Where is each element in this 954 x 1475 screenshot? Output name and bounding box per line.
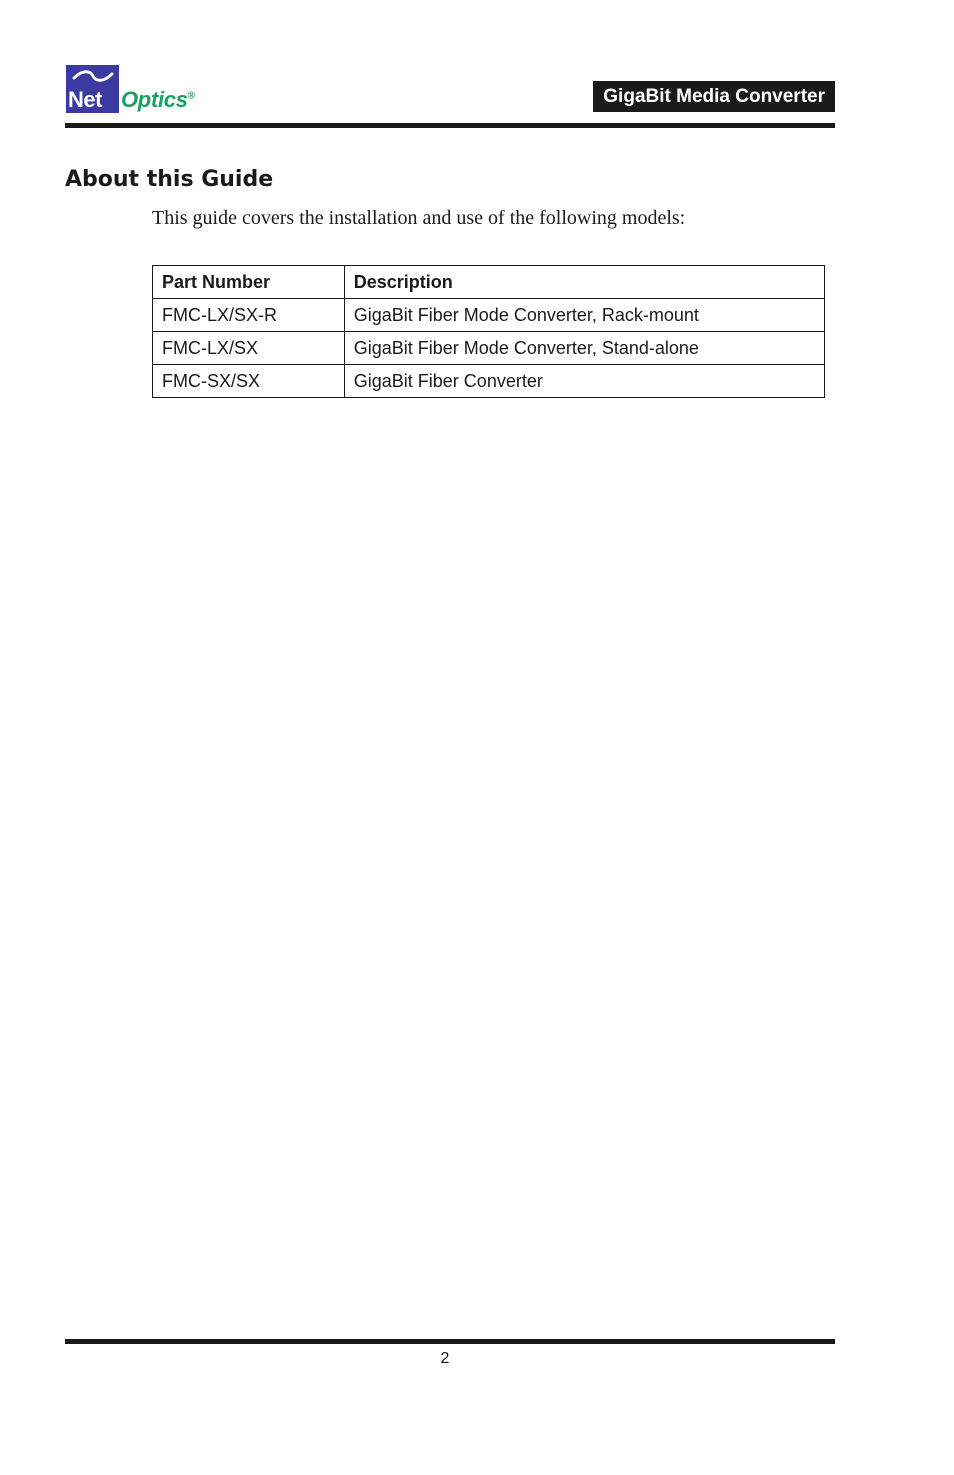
logo-optics-word: Optics — [121, 87, 188, 112]
product-title-tag: GigaBit Media Converter — [593, 81, 835, 112]
part-number-cell: FMC-SX/SX — [153, 365, 345, 398]
column-header-description: Description — [344, 266, 824, 299]
part-number-cell: FMC-LX/SX — [153, 332, 345, 365]
logo-net-text: Net — [68, 87, 102, 112]
table-row — [153, 299, 825, 332]
description-cell: GigaBit Fiber Converter — [344, 365, 824, 398]
registered-mark: ® — [187, 90, 195, 102]
header-rule — [65, 123, 835, 128]
wave-icon — [72, 69, 114, 83]
table-header-row — [153, 266, 825, 299]
netoptics-logo — [66, 65, 216, 113]
description-cell: GigaBit Fiber Mode Converter, Rack-mount — [344, 299, 824, 332]
description-cell: GigaBit Fiber Mode Converter, Stand-alone — [344, 332, 824, 365]
models-table — [152, 265, 825, 398]
page-number: 2 — [440, 1350, 450, 1367]
footer-rule — [65, 1339, 835, 1344]
logo-box — [66, 65, 119, 113]
intro-paragraph: This guide covers the installation and use of the following models: — [152, 207, 686, 229]
column-header-part-number: Part Number — [153, 266, 345, 299]
logo-optics-text — [121, 87, 195, 113]
section-title: About this Guide — [65, 167, 274, 192]
part-number-cell: FMC-LX/SX-R — [153, 299, 345, 332]
table-row — [153, 365, 825, 398]
table-row — [153, 332, 825, 365]
